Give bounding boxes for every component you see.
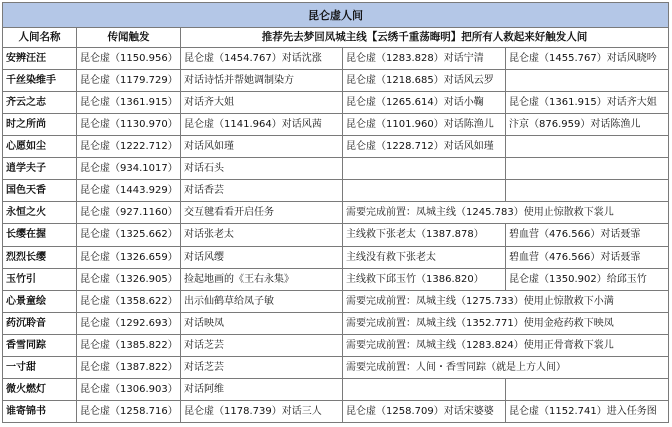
row-step-1: 昆仑虚（1141.964）对话风茜 — [181, 114, 343, 136]
row-step-3 — [506, 180, 669, 202]
row-trigger: 昆仑虚（1258.716） — [77, 400, 181, 422]
row-name: 一寸甜 — [3, 356, 77, 378]
row-trigger: 昆仑虚（1443.929） — [77, 180, 181, 202]
row-step-1: 昆仑虚（1178.739）对话三人 — [181, 400, 343, 422]
row-trigger: 昆仑虚（1130.970） — [77, 114, 181, 136]
row-step-3 — [506, 158, 669, 180]
row-trigger: 昆仑虚（1325.662） — [77, 224, 181, 246]
row-trigger: 昆仑虚（1326.905） — [77, 268, 181, 290]
table-row — [3, 290, 669, 312]
row-name: 心愿如尘 — [3, 136, 77, 158]
row-step-1: 对话芝芸 — [181, 356, 343, 378]
table-title: 昆仑虚人间 — [3, 3, 669, 28]
row-step-1: 对话风如瑾 — [181, 136, 343, 158]
row-trigger: 昆仑虚（1222.712） — [77, 136, 181, 158]
table-row — [3, 312, 669, 334]
table-row — [3, 334, 669, 356]
row-step-2: 主线救下邱玉竹（1386.820） — [343, 268, 506, 290]
table-row — [3, 202, 669, 224]
row-trigger: 昆仑虚（1306.903） — [77, 378, 181, 400]
row-step-3: 碧血营（476.566）对话聂霏 — [506, 246, 669, 268]
row-name: 微火燃灯 — [3, 378, 77, 400]
row-step-1: 对话齐大姐 — [181, 92, 343, 114]
row-step-3: 汴京（876.959）对话陈渔儿 — [506, 114, 669, 136]
row-name: 烈烈长缨 — [3, 246, 77, 268]
row-step-1: 捡起地画的《王右永集》 — [181, 268, 343, 290]
table-row — [3, 92, 669, 114]
table-row — [3, 136, 669, 158]
row-step-3: 昆仑虚（1455.767）对话风晓吟 — [506, 48, 669, 70]
row-step-2 — [343, 158, 506, 180]
row-step-1: 对话诗恬并帮她调制染方 — [181, 70, 343, 92]
row-step-3 — [506, 136, 669, 158]
row-name: 逍学夫子 — [3, 158, 77, 180]
row-step-1: 对话香芸 — [181, 180, 343, 202]
row-step-2: 昆仑虚（1228.712）对话风如瑾 — [343, 136, 506, 158]
row-step-3: 碧血营（476.566）对话聂霏 — [506, 224, 669, 246]
header-trigger: 传闻触发 — [77, 28, 181, 48]
row-step-2: 主线救下张老太（1387.878） — [343, 224, 506, 246]
row-trigger: 昆仑虚（1292.693） — [77, 312, 181, 334]
row-trigger: 昆仑虚（1150.956） — [77, 48, 181, 70]
row-trigger: 昆仑虚（927.1160） — [77, 202, 181, 224]
row-name: 玉竹引 — [3, 268, 77, 290]
row-name: 千丝染维手 — [3, 70, 77, 92]
table-row — [3, 378, 669, 400]
row-prerequisite: 需要完成前置：人间・香雪同踪（就是上方人间） — [343, 356, 669, 378]
row-step-1: 对话芝芸 — [181, 334, 343, 356]
row-step-3 — [506, 378, 669, 400]
row-name: 心景童绘 — [3, 290, 77, 312]
row-step-1: 交互毽看看开启任务 — [181, 202, 343, 224]
row-name: 药沉聆音 — [3, 312, 77, 334]
row-name: 谁寄锦书 — [3, 400, 77, 422]
row-step-2 — [343, 180, 506, 202]
table-row — [3, 400, 669, 422]
row-step-2: 主线没有救下张老太 — [343, 246, 506, 268]
header-row — [3, 28, 669, 48]
row-prerequisite: 需要完成前置：凤城主线（1283.824）使用正骨膏救下裳儿 — [343, 334, 669, 356]
table-row — [3, 180, 669, 202]
row-trigger: 昆仑虚（1179.729） — [77, 70, 181, 92]
row-step-3: 昆仑虚（1361.915）对话齐大姐 — [506, 92, 669, 114]
row-prerequisite: 需要完成前置：凤城主线（1352.771）使用金疮药救下映凤 — [343, 312, 669, 334]
table-row — [3, 356, 669, 378]
row-trigger: 昆仑虚（934.1017） — [77, 158, 181, 180]
row-step-3: 昆仑虚（1350.902）给邱玉竹 — [506, 268, 669, 290]
row-prerequisite: 需要完成前置：凤城主线（1245.783）使用止惊散救下裳儿 — [343, 202, 669, 224]
row-step-2 — [343, 378, 506, 400]
row-step-1: 对话张老太 — [181, 224, 343, 246]
row-name: 长缨在握 — [3, 224, 77, 246]
row-step-3: 昆仑虚（1152.741）进入任务图 — [506, 400, 669, 422]
row-name: 安辨汪汪 — [3, 48, 77, 70]
row-name: 香雪同踪 — [3, 334, 77, 356]
row-step-2: 昆仑虚（1265.614）对话小鞠 — [343, 92, 506, 114]
table-row — [3, 48, 669, 70]
row-step-2: 昆仑虚（1258.709）对话宋婆婆 — [343, 400, 506, 422]
row-step-2: 昆仑虚（1283.828）对话宁清 — [343, 48, 506, 70]
row-step-2: 昆仑虚（1218.685）对话风云罗 — [343, 70, 506, 92]
row-step-2: 昆仑虚（1101.960）对话陈渔儿 — [343, 114, 506, 136]
quest-table — [2, 2, 669, 423]
row-step-1: 对话石头 — [181, 158, 343, 180]
row-trigger: 昆仑虚（1387.822） — [77, 356, 181, 378]
table-row — [3, 246, 669, 268]
row-step-3 — [506, 70, 669, 92]
row-prerequisite: 需要完成前置：凤城主线（1275.733）使用止惊散救下小满 — [343, 290, 669, 312]
row-name: 时之所尚 — [3, 114, 77, 136]
table-row — [3, 114, 669, 136]
row-step-1: 对话映凤 — [181, 312, 343, 334]
row-step-1: 对话风缨 — [181, 246, 343, 268]
table-row — [3, 224, 669, 246]
row-step-1: 对话阿维 — [181, 378, 343, 400]
table-row — [3, 70, 669, 92]
row-trigger: 昆仑虚（1358.622） — [77, 290, 181, 312]
row-trigger: 昆仑虚（1385.822） — [77, 334, 181, 356]
row-name: 永恒之火 — [3, 202, 77, 224]
row-step-1: 出示仙鹤草给凤子敏 — [181, 290, 343, 312]
row-name: 国色天香 — [3, 180, 77, 202]
header-name: 人间名称 — [3, 28, 77, 48]
table-row — [3, 268, 669, 290]
table-row — [3, 158, 669, 180]
header-recommend: 推荐先去梦回凤城主线【云绣千重荡晦明】把所有人救起来好触发人间 — [181, 28, 669, 48]
row-trigger: 昆仑虚（1326.659） — [77, 246, 181, 268]
row-trigger: 昆仑虚（1361.915） — [77, 92, 181, 114]
row-step-1: 昆仑虚（1454.767）对话沈涨 — [181, 48, 343, 70]
row-name: 齐云之志 — [3, 92, 77, 114]
title-row — [3, 3, 669, 28]
